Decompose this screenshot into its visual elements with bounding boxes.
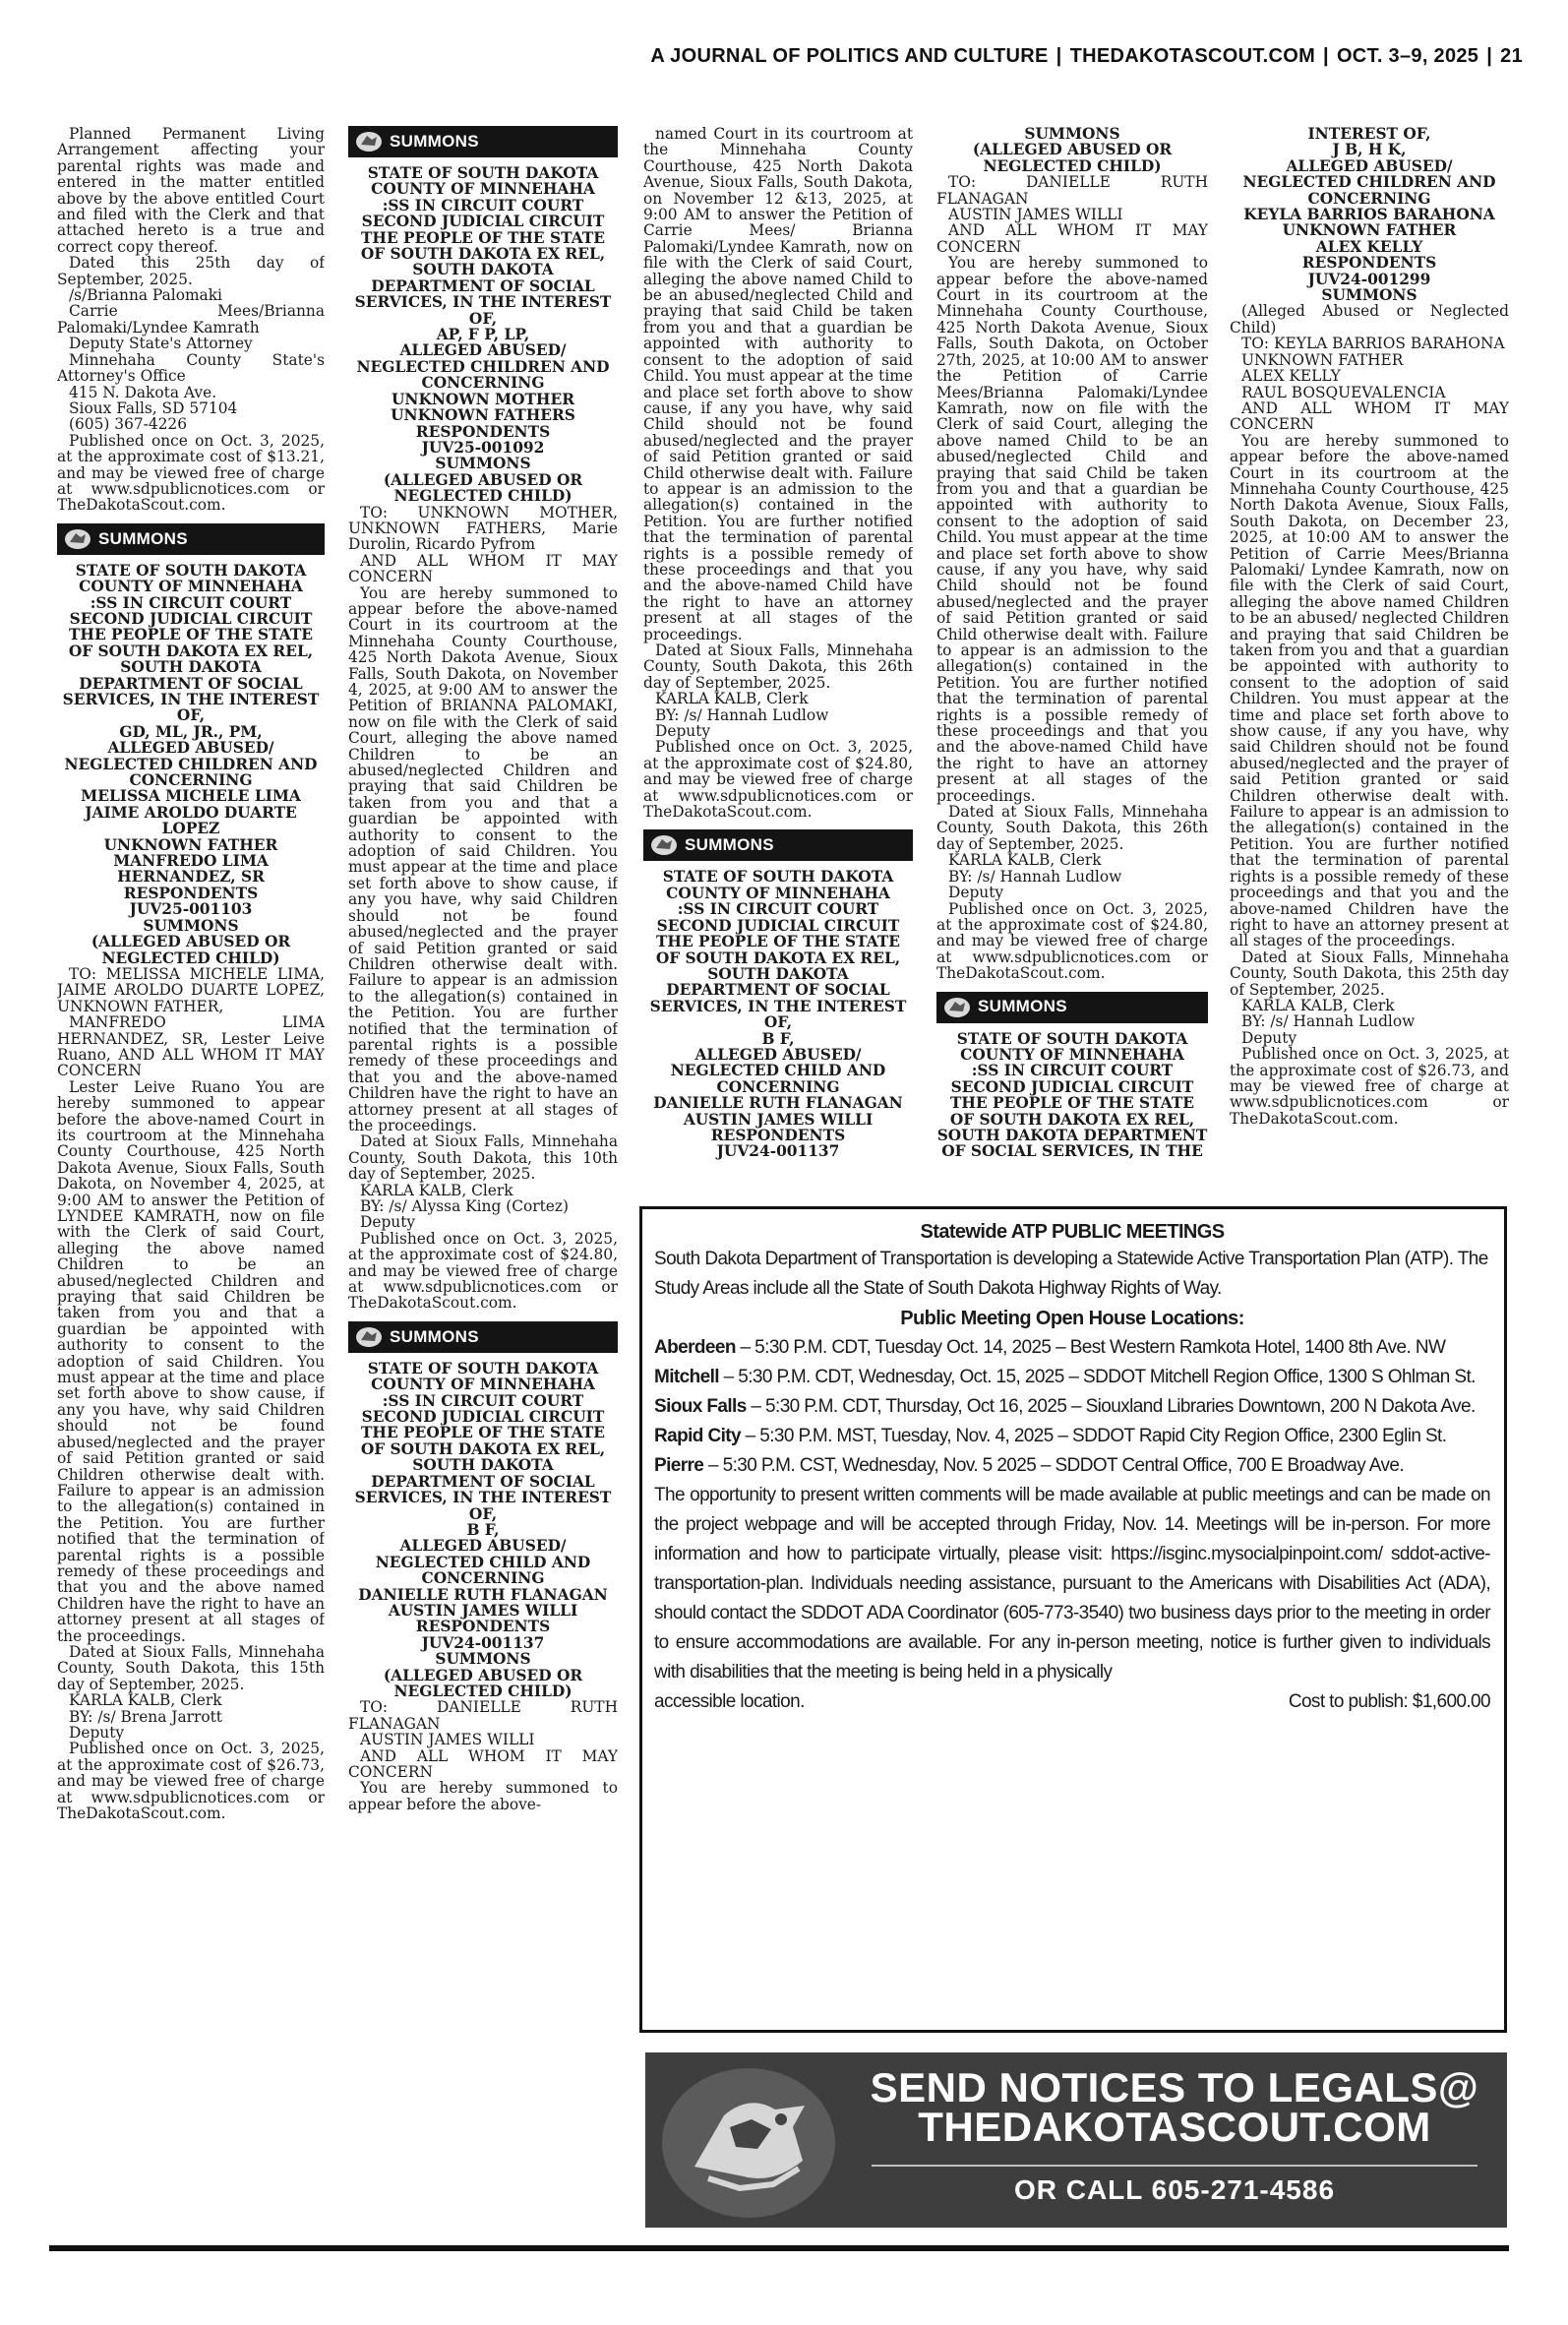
notice-paragraph: Deputy xyxy=(69,1724,125,1742)
notice-paragraph: AUSTIN JAMES WILLI xyxy=(360,1731,535,1749)
notice-paragraph: Dated at Sioux Falls, Minnehaha County, South Dakota, this 26th day of September, 2025. xyxy=(936,803,1208,853)
notice-paragraph: BY: /s/ Hannah Ludlow xyxy=(1241,1012,1416,1031)
notice-paragraph: Published once on Oct. 3, 2025, at the approximate cost of $24.80, and may be viewed free of charge at www.sdpublicnotices.com or TheDakotaScout.com. xyxy=(936,899,1208,983)
notice-paragraph: KARLA KALB, Clerk xyxy=(655,690,809,708)
notice-paragraph: BY: /s/ Hannah Ludlow xyxy=(948,867,1122,886)
notice-paragraph: Dated at Sioux Falls, Minnehaha County, South Dakota, this 10th day of September, 2025. xyxy=(348,1132,618,1184)
notice-paragraph: Dated at Sioux Falls, Minnehaha County, South Dakota, this 15th day of September, 2025. xyxy=(57,1642,325,1693)
notice-paragraph: Dated at Sioux Falls, Minnehaha County, South Dakota, this 26th day of September, 2025. xyxy=(643,642,913,692)
summons-banner xyxy=(57,523,325,555)
notice-paragraph: Deputy xyxy=(360,1213,416,1232)
notice-paragraph: Sioux Falls, SD 57104 xyxy=(69,398,238,417)
notice-heading: STATE OF SOUTH DAKOTA COUNTY OF MINNEHAHA :SS IN CIRCUIT COURT SECOND JUDICIAL CIRCUIT THE PEOPLE OF THE STATE OF SOUTH DAKOTA EX REL, SOUTH DAKOTA DEPARTMENT OF SOCIAL SERVICES, IN THE INTEREST OF, AP, F P, LP, ALLEGED ABUSED/ NEGLECTED CHILDREN AND CONCERNING UNKNOWN MOTHER UNKNOWN FATHERS RESPONDENTS JUV25-001092 SUMMONS (ALLEGED ABUSED OR NEGLECTED CHILD) xyxy=(354,164,612,506)
meeting-location: Rapid City – 5:30 P.M. MST, Tuesday, Nov. 4, 2025 – SDDOT Rapid City Region Office, 2300 Eglin St. xyxy=(654,1426,1447,1446)
promo-divider xyxy=(872,2165,1478,2167)
scout-logo-icon xyxy=(649,833,679,857)
summons-banner xyxy=(348,1321,618,1353)
notice-paragraph: TO: UNKNOWN MOTHER, UNKNOWN FATHERS, Marie Durolin, Ricardo Pyfrom xyxy=(348,503,618,554)
notice-paragraph: TO: MELISSA MICHELE LIMA, JAIME AROLDO DUARTE LOPEZ, UNKNOWN FATHER, xyxy=(57,964,325,1015)
notice-paragraph: AND ALL WHOM IT MAY CONCERN xyxy=(348,551,618,586)
meeting-location: Pierre – 5:30 P.M. CST, Wednesday, Nov. 5 2025 – SDDOT Central Office, 700 E Broadway Ave. xyxy=(654,1455,1405,1476)
summons-banner-label: SUMMONS xyxy=(685,835,774,855)
column-1 xyxy=(57,126,325,2200)
meeting-intro: South Dakota Department of Transportation is developing a Statewide Active Transportation Plan (ATP). The Study Areas include all the State of South Dakota Highway Rights of Way. xyxy=(654,1249,1488,1299)
page-header: A JOURNAL OF POLITICS AND CULTURE | THEDAKOTASCOUT.COM | OCT. 3–9, 2025 | 21 xyxy=(650,45,1523,67)
meeting-location: Mitchell – 5:30 P.M. CDT, Wednesday, Oct. 15, 2025 – SDDOT Mitchell Region Office, 1300 S Ohlman St. xyxy=(654,1367,1476,1387)
notice-paragraph: AND ALL WHOM IT MAY CONCERN xyxy=(348,1746,618,1781)
notice-paragraph: Published once on Oct. 3, 2025, at the approximate cost of $13.21, and may be viewed free of charge at www.sdpublicnotices.com or TheDakotaScout.com. xyxy=(57,431,325,515)
notice-continued xyxy=(57,126,325,514)
meeting-locations xyxy=(654,1333,1490,1481)
column-4 xyxy=(936,126,1208,1174)
notice-paragraph: Deputy xyxy=(1241,1028,1297,1047)
notice-heading: INTEREST OF, J B, H K, ALLEGED ABUSED/ NEGLECTED CHILDREN AND CONCERNING KEYLA BARRIOS BARAHONA UNKNOWN FATHER ALEX KELLY RESPONDENTS JUV24-001299 SUMMONS xyxy=(1242,126,1496,305)
scout-logo-icon xyxy=(655,2058,842,2227)
notice-paragraph: Lester Leive Ruano You are hereby summoned to appear before the above-named Court in its courtroom at the Minnehaha County Courthouse, 425 North Dakota Avenue, Sioux Falls, South Dakota, on November 4, 2025, at 9:00 AM to answer the Petition of LYNDEE KAMRATH, now on file with the Clerk of said Court, alleging the above named Children to be an abused/neglected Children and praying that said Children be taken from you and that a guardian be appointed with authority to consent to the adoption of said Children. You must appear at the time and place set forth above to show cause, if any you have, why said Children should not be found abused/neglected and the prayer of said Petition granted or said Children otherwise dealt with. Failure to appear is an admission to the allegation(s) contained in the Petition. You are further notified that the termination of parental rights is a possible remedy of these proceedings and that you and the above named Children have the right to have an attorney present at all stages of the proceedings. xyxy=(57,1077,325,1645)
notice-paragraph: Dated this 25th day of September, 2025. xyxy=(57,254,325,288)
notice-paragraph: RAUL BOSQUEVALENCIA xyxy=(1241,383,1446,401)
notice-paragraph: Deputy xyxy=(655,722,711,741)
promo-email-line-2[interactable]: THEDAKOTASCOUT.COM xyxy=(918,2104,1431,2150)
notice-body xyxy=(348,1699,618,1812)
notice-paragraph: Deputy xyxy=(948,884,1004,902)
notice-body xyxy=(643,126,913,820)
summons-banner-label: SUMMONS xyxy=(390,1326,479,1346)
notice-paragraph: ALEX KELLY xyxy=(1241,367,1341,386)
notice-paragraph: KARLA KALB, Clerk xyxy=(948,851,1102,870)
notice-paragraph: Published once on Oct. 3, 2025, at the approximate cost of $26.73, and may be viewed free of charge at www.sdpublicnotices.com or TheDakotaScout.com. xyxy=(57,1740,325,1823)
notice-paragraph: BY: /s/ Brena Jarrott xyxy=(69,1707,222,1726)
notice-paragraph: AUSTIN JAMES WILLI xyxy=(948,206,1123,224)
column-5 xyxy=(1230,126,1509,1174)
notice-paragraph: BY: /s/ Alyssa King (Cortez) xyxy=(360,1197,570,1215)
notice-paragraph: KARLA KALB, Clerk xyxy=(69,1691,222,1710)
notice-paragraph: (605) 367-4226 xyxy=(69,415,188,434)
notice-heading: SUMMONS (ALLEGED ABUSED OR NEGLECTED CHILD) xyxy=(972,126,1173,175)
atp-meetings-notice xyxy=(639,1206,1507,2033)
notice-body xyxy=(348,505,618,1312)
meeting-body: The opportunity to present written comments will be made available at public meetings and can be made on the project webpage and will be accepted through Friday, Nov. 14. Meetings will be in-person. For more information and how to participate virtually, please visit: https://isginc.mysocialpinpoint.com/ sddot-active-transportation-plan. Individuals needing assistance, pursuant to the Americans with Disabilities Act (ADA), should contact the SDDOT ADA Coordinator (605-773-3540) two business days prior to the meeting in order to ensure accommodations are available. For any in-person meeting, notice is further given to individuals with disabilities that the meeting is being held in a physically xyxy=(654,1485,1490,1683)
notice-heading: STATE OF SOUTH DAKOTA COUNTY OF MINNEHAHA :SS IN CIRCUIT COURT SECOND JUDICIAL CIRCUIT THE PEOPLE OF THE STATE OF SOUTH DAKOTA EX REL, SOUTH DAKOTA DEPARTMENT OF SOCIAL SERVICES, IN THE INTEREST OF, B F, ALLEGED ABUSED/ NEGLECTED CHILD AND CONCERNING DANIELLE RUTH FLANAGAN AUSTIN JAMES WILLI RESPONDENTS JUV24-001137 xyxy=(649,868,907,1161)
notice-paragraph: You are hereby summoned to appear before the above-named Court in its courtroom at the Minnehaha County Courthouse, 425 North Dakota Avenue, Sioux Falls, South Dakota, on November 4, 2025, at 9:00 AM to answer the Petition of BRIANNA PALOMAKI, now on file with the Clerk of said Court, alleging the above named Children to be an abused/neglected Children and praying that said Children be taken from you and that a guardian be appointed with authority to consent to the adoption of said Children. You must appear at the time and place set forth above to show cause, if any you have, why said Children should not be found abused/neglected and the prayer of said Petition granted or said Children otherwise dealt with. Failure to appear is an admission to the allegation(s) contained in the Petition. You are further notified that the termination of parental rights is a possible remedy of these proceedings and that you and the above-named Children have the right to have an attorney present at all stages of the proceedings. xyxy=(348,583,618,1134)
summons-banner xyxy=(643,829,913,861)
notice-paragraph: 415 N. Dakota Ave. xyxy=(69,383,217,401)
scout-logo-icon xyxy=(63,527,92,551)
meeting-last-text: accessible location. xyxy=(654,1691,805,1712)
notice-body xyxy=(57,966,325,1822)
notice-paragraph: BY: /s/ Hannah Ludlow xyxy=(655,705,829,724)
notice-heading: STATE OF SOUTH DAKOTA COUNTY OF MINNEHAHA :SS IN CIRCUIT COURT SECOND JUDICIAL CIRCUIT THE PEOPLE OF THE STATE OF SOUTH DAKOTA EX REL, SOUTH DAKOTA DEPARTMENT OF SOCIAL SERVICES, IN THE xyxy=(936,1029,1208,1161)
meeting-title: Statewide ATP PUBLIC MEETINGS xyxy=(920,1221,1225,1243)
notice-paragraph: Minnehaha County State's Attorney's Office xyxy=(57,350,325,386)
journal-tagline: A JOURNAL OF POLITICS AND CULTURE xyxy=(650,45,1049,67)
notice-paragraph: /s/Brianna Palomaki xyxy=(69,286,222,305)
summons-banner xyxy=(936,992,1208,1023)
column-3 xyxy=(643,126,913,1174)
meeting-location: Aberdeen – 5:30 P.M. CDT, Tuesday Oct. 14, 2025 – Best Western Ramkota Hotel, 1400 8th Ave. NW xyxy=(654,1337,1446,1358)
notice-paragraph: Dated at Sioux Falls, Minnehaha County, South Dakota, this 25th day of September, 2025. xyxy=(1230,948,1509,999)
meeting-cost: Cost to publish: $1,600.00 xyxy=(1288,1691,1490,1712)
column-2 xyxy=(348,126,618,2200)
notice-paragraph: You are hereby summoned to appear before the above- xyxy=(348,1779,618,1813)
notice-paragraph: Published once on Oct. 3, 2025, at the approximate cost of $26.73, and may be viewed free of charge at www.sdpublicnotices.com or TheDakotaScout.com. xyxy=(1230,1045,1509,1128)
notice-body xyxy=(936,174,1208,981)
summons-banner-label: SUMMONS xyxy=(978,997,1067,1016)
promo-phone[interactable]: OR CALL 605-271-4586 xyxy=(1013,2174,1336,2205)
notice-heading: STATE OF SOUTH DAKOTA COUNTY OF MINNEHAHA :SS IN CIRCUIT COURT SECOND JUDICIAL CIRCUIT THE PEOPLE OF THE STATE OF SOUTH DAKOTA EX REL, SOUTH DAKOTA DEPARTMENT OF SOCIAL SERVICES, IN THE INTEREST OF, GD, ML, JR., PM, ALLEGED ABUSED/ NEGLECTED CHILDREN AND CONCERNING MELISSA MICHELE LIMA JAIME AROLDO DUARTE LOPEZ UNKNOWN FATHER MANFREDO LIMA HERNANDEZ, SR RESPONDENTS JUV25-001103 SUMMONS (ALLEGED ABUSED OR NEGLECTED CHILD) xyxy=(62,561,320,967)
notice-paragraph: Deputy State's Attorney xyxy=(69,335,253,353)
notice-paragraph: AND ALL WHOM IT MAY CONCERN xyxy=(1230,398,1509,434)
notice-paragraph: AND ALL WHOM IT MAY CONCERN xyxy=(936,221,1208,256)
notice-paragraph: You are hereby summoned to appear before the above-named Court in its courtroom at the Minnehaha County Courthouse, 425 North Dakota Avenue, Sioux Falls, South Dakota, on December 23, 2025, at 10:00 AM to answer the Petition of Carrie Mees/Brianna Palomaki/ Lyndee Kamrath, now on file with the Clerk of said Court, alleging the above named Children to be an abused/ neglected Children and praying that said Children be taken from you and that a guardian be appointed with authority to consent to the adoption of said Children. You must appear at the time and place set forth above to show cause, if any you have, why said Children should not be found abused/neglected and the prayer of said Petition granted or said Children otherwise dealt with. Failure to appear is an admission to the allegation(s) contained in the Petition. You are further notified that the termination of parental rights is a possible remedy of these proceedings and that you and the above-named Children have the right to have an attorney present at all stages of the proceedings. xyxy=(1230,431,1509,950)
notice-paragraph: Published once on Oct. 3, 2025, at the approximate cost of $24.80, and may be viewed free of charge at www.sdpublicnotices.com or TheDakotaScout.com. xyxy=(348,1229,618,1313)
notice-paragraph: Planned Permanent Living Arrangement affecting your parental rights was made and entered in the matter entitled above by the above entitled Court and filed with the Clerk and that attached hereto is a true and correct copy thereof. xyxy=(57,126,325,256)
meeting-location: Sioux Falls – 5:30 P.M. CDT, Thursday, Oct 16, 2025 – Siouxland Libraries Downtown, 200 N Dakota Ave. xyxy=(654,1396,1476,1417)
legals-promo xyxy=(645,2052,1507,2228)
summons-banner-label: SUMMONS xyxy=(390,131,479,151)
notice-paragraph: (Alleged Abused or Neglected Child) xyxy=(1230,302,1509,337)
scout-logo-icon xyxy=(942,996,972,1019)
notice-body xyxy=(1230,303,1509,1127)
site-name[interactable]: THEDAKOTASCOUT.COM xyxy=(1069,45,1316,67)
notice-paragraph: KARLA KALB, Clerk xyxy=(1241,996,1395,1014)
issue-dates: OCT. 3–9, 2025 xyxy=(1336,45,1479,67)
meeting-subtitle: Public Meeting Open House Locations: xyxy=(900,1308,1244,1329)
notice-paragraph: MANFREDO LIMA HERNANDEZ, SR, Lester Leive Ruano, AND ALL WHOM IT MAY CONCERN xyxy=(57,1013,325,1080)
footer-rule xyxy=(49,2245,1509,2251)
scout-logo-icon xyxy=(354,130,384,153)
notice-paragraph: named Court in its courtroom at the Minnehaha County Courthouse, 425 North Dakota Avenue, Sioux Falls, South Dakota, on November 12 &13, 2025, at 9:00 AM to answer the Petition of Carrie Mees/ Brianna Palomaki/Lyndee Kamrath, now on file with the Clerk of said Court, alleging the above named Child to be an abused/neglected Child and praying that said Child be taken from you and that a guardian be appointed with authority to consent to the adoption of said Child. You must appear at the time and place set forth above to show cause, if any you have, why said Child should not be found abused/neglected and the prayer of said Petition granted or said Child otherwise dealt with. Failure to appear is an admission to the allegation(s) contained in the Petition. You are further notified that the termination of parental rights is a possible remedy of these proceedings and that you and the above-named Child have the right to have an attorney present at all stages of the proceedings. xyxy=(643,126,913,643)
scout-logo-icon xyxy=(354,1325,384,1349)
page-number: 21 xyxy=(1500,45,1523,67)
notice-heading: STATE OF SOUTH DAKOTA COUNTY OF MINNEHAHA :SS IN CIRCUIT COURT SECOND JUDICIAL CIRCUIT THE PEOPLE OF THE STATE OF SOUTH DAKOTA EX REL, SOUTH DAKOTA DEPARTMENT OF SOCIAL SERVICES, IN THE INTEREST OF, B F, ALLEGED ABUSED/ NEGLECTED CHILD AND CONCERNING DANIELLE RUTH FLANAGAN AUSTIN JAMES WILLI RESPONDENTS JUV24-001137 SUMMONS (ALLEGED ABUSED OR NEGLECTED CHILD) xyxy=(354,1359,612,1700)
notice-paragraph: UNKNOWN FATHER xyxy=(1241,350,1404,369)
notice-paragraph: TO: KEYLA BARRIOS BARAHONA xyxy=(1241,335,1505,353)
notice-paragraph: Published once on Oct. 3, 2025, at the approximate cost of $24.80, and may be viewed free of charge at www.sdpublicnotices.com or TheDakotaScout.com. xyxy=(643,738,913,822)
notice-paragraph: KARLA KALB, Clerk xyxy=(360,1181,513,1199)
summons-banner xyxy=(348,126,618,157)
promo-email-line-1[interactable]: SEND NOTICES TO LEGALS@ xyxy=(870,2064,1479,2111)
summons-banner-label: SUMMONS xyxy=(98,528,188,548)
notice-paragraph: TO: DANIELLE RUTH FLANAGAN xyxy=(936,173,1208,208)
notice-paragraph: TO: DANIELLE RUTH FLANAGAN xyxy=(348,1698,618,1733)
notice-paragraph: You are hereby summoned to appear before the above-named Court in its courtroom at the Minnehaha County Courthouse, 425 North Dakota Avenue, Sioux Falls, South Dakota, on October 27th, 2025, at 10:00 AM to answer the Petition of Carrie Mees/Brianna Palomaki/Lyndee Kamrath, now on file with the Clerk of said Court, alleging the above named Child to be an abused/neglected Child and praying that said Child be taken from you and that a guardian be appointed with authority to consent to the adoption of said Child. You must appear at the time and place set forth above to show cause, if any you have, why said Child should not be found abused/neglected and the prayer of said Petition granted or said Child otherwise dealt with. Failure to appear is an admission to the allegation(s) contained in the Petition. You are further notified that the termination of parental rights is a possible remedy of these proceedings and that you and the above-named Child have the right to have an attorney present at all stages of the proceedings. xyxy=(936,254,1208,805)
meeting-last-line xyxy=(654,1687,1490,1717)
notice-paragraph: Carrie Mees/Brianna Palomaki/Lyndee Kamrath xyxy=(57,302,325,337)
